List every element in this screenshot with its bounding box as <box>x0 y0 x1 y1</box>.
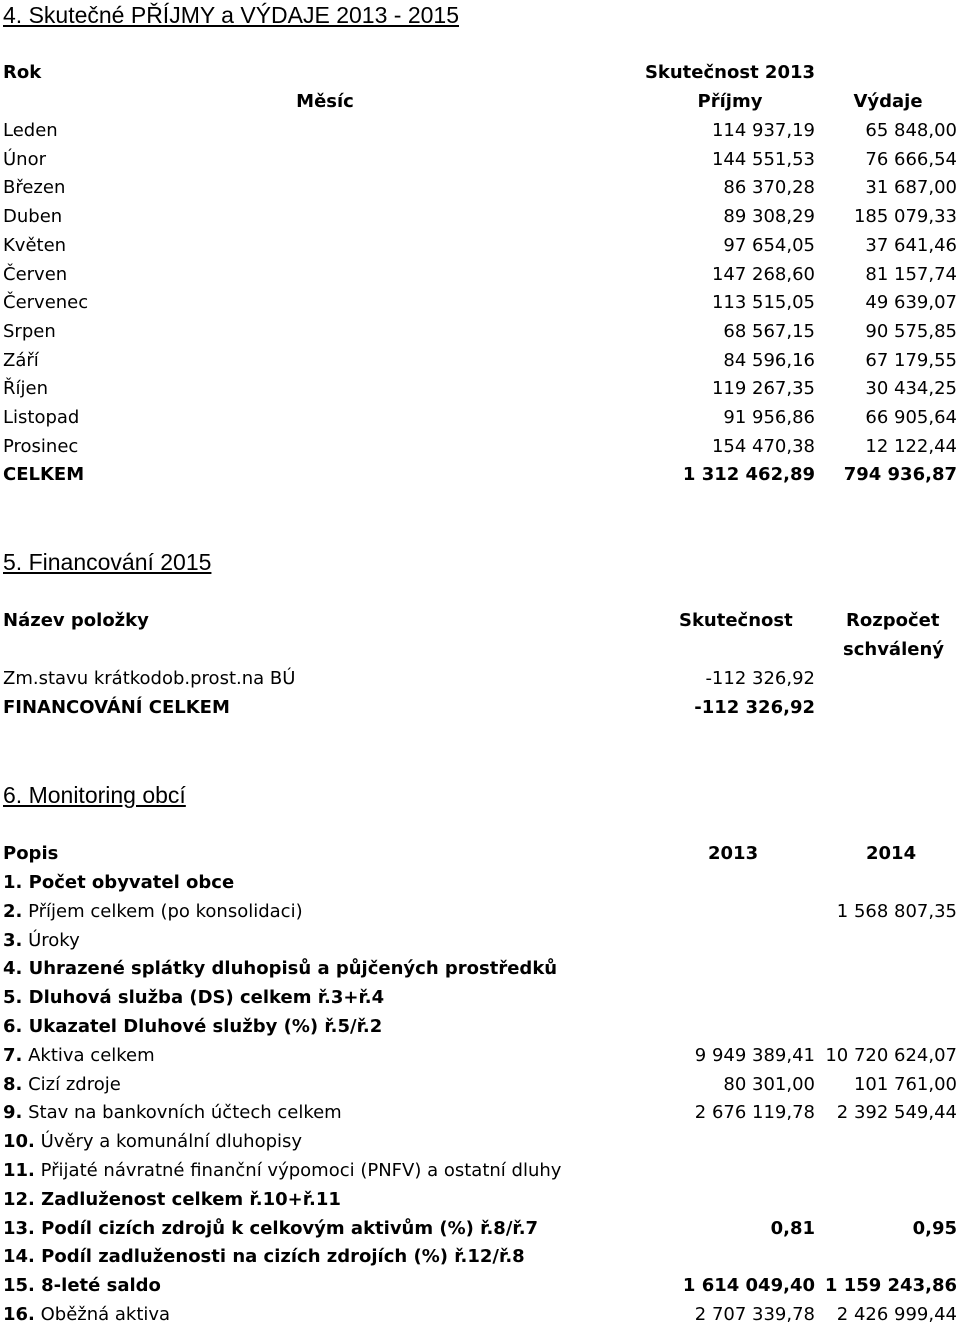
month-name: Listopad <box>3 407 80 428</box>
expense-value: 81 157,74 <box>865 263 957 285</box>
monitoring-label: 15. 8-leté saldo <box>3 1275 161 1297</box>
income-value: 144 551,53 <box>711 148 815 170</box>
income-value: 119 267,35 <box>711 378 815 400</box>
monitoring-row <box>0 984 960 1012</box>
month-row <box>0 146 960 174</box>
month-row <box>0 203 960 231</box>
monitoring-label <box>3 898 303 926</box>
monitoring-header <box>0 840 960 868</box>
income-value: 154 470,38 <box>711 435 815 457</box>
month-row <box>0 261 960 289</box>
monitoring-label: 12. Zadluženost celkem ř.10+ř.11 <box>3 1188 341 1210</box>
monitoring-label: 14. Podíl zadluženosti na cizích zdrojích (%) ř.12/ř.8 <box>3 1246 525 1268</box>
month-name: Březen <box>3 177 66 199</box>
monitoring-row <box>0 1186 960 1214</box>
monitoring-label <box>3 927 80 955</box>
monitoring-label: 4. Uhrazené splátky dluhopisů a půjčených prostředků <box>3 958 558 980</box>
monitoring-label-text: Cizí zdroje <box>22 1073 121 1095</box>
income-value: 86 370,28 <box>723 177 815 199</box>
expense-value: 31 687,00 <box>865 177 957 199</box>
year-2013-header: 2013 <box>708 843 759 864</box>
month-name: Květen <box>3 234 67 256</box>
month-name: Leden <box>3 120 58 141</box>
monitoring-label-number: 7. <box>3 1044 23 1066</box>
month-row <box>0 433 960 461</box>
month-name: Říjen <box>3 378 48 400</box>
value-2013: 2 676 119,78 <box>694 1102 815 1124</box>
month-name: Červen <box>3 263 68 285</box>
value-2014: 2 426 999,44 <box>836 1304 957 1325</box>
financing-row <box>0 665 960 693</box>
monitoring-label <box>3 1301 170 1329</box>
income-value: 147 268,60 <box>711 263 815 285</box>
item-name-header: Název položky <box>3 610 149 631</box>
total-label: CELKEM <box>3 464 85 485</box>
monitoring-label-text: Aktiva celkem <box>22 1044 155 1066</box>
total-row <box>0 461 960 489</box>
expense-value: 49 639,07 <box>865 292 957 314</box>
monitoring-row <box>0 1042 960 1070</box>
monitoring-row <box>0 1099 960 1127</box>
month-row <box>0 232 960 260</box>
monitoring-label-number: 3. <box>3 929 23 951</box>
monitoring-label-number: 9. <box>3 1102 23 1124</box>
year-2014-header: 2014 <box>866 843 917 864</box>
value-2014: 2 392 549,44 <box>836 1102 957 1124</box>
monitoring-label <box>3 1099 342 1127</box>
expense-value: 76 666,54 <box>865 148 957 170</box>
income-value: 84 596,16 <box>723 349 815 371</box>
month-name: Únor <box>3 148 46 170</box>
value-2014: 1 568 807,35 <box>836 900 957 922</box>
expense-value: 12 122,44 <box>865 435 957 457</box>
monitoring-label: 1. Počet obyvatel obce <box>3 872 235 893</box>
expense-value: 66 905,64 <box>865 407 957 428</box>
month-row <box>0 318 960 346</box>
month-row <box>0 404 960 432</box>
month-name: Září <box>3 349 39 371</box>
income-header: Příjmy <box>697 91 763 112</box>
monitoring-label: 6. Ukazatel Dluhové služby (%) ř.5/ř.2 <box>3 1016 383 1037</box>
section-6-title: 6. Monitoring obcí <box>3 782 186 808</box>
actual-header: Skutečnost <box>679 610 793 631</box>
monitoring-row <box>0 1128 960 1156</box>
month-name: Prosinec <box>3 435 79 457</box>
monitoring-row <box>0 898 960 926</box>
month-row <box>0 347 960 375</box>
monitoring-label-number: 10. <box>3 1131 35 1153</box>
financing-header <box>0 607 960 635</box>
financing-item-name: Zm.stavu krátkodob.prost.na BÚ <box>3 668 296 689</box>
month-name: Duben <box>3 206 63 228</box>
value-2013: 9 949 389,41 <box>694 1044 815 1066</box>
year-label: Rok <box>3 62 42 83</box>
value-2014: 0,95 <box>912 1217 957 1239</box>
monitoring-label-number: 11. <box>3 1160 35 1181</box>
value-2013: 2 707 339,78 <box>694 1304 815 1325</box>
value-2014: 10 720 624,07 <box>825 1044 957 1066</box>
month-row <box>0 174 960 202</box>
monitoring-label-number: 16. <box>3 1304 35 1325</box>
income-value: 68 567,15 <box>723 320 815 342</box>
month-row <box>0 375 960 403</box>
monitoring-row <box>0 1301 960 1329</box>
expense-value: 30 434,25 <box>865 378 957 400</box>
monitoring-label-text: Oběžná aktiva <box>34 1304 171 1325</box>
monitoring-label-text: Úvěry a komunální dluhopisy <box>34 1131 303 1153</box>
monitoring-row <box>0 1272 960 1300</box>
description-header: Popis <box>3 843 59 864</box>
expense-header: Výdaje <box>853 91 923 112</box>
expense-value: 65 848,00 <box>865 120 957 141</box>
monitoring-label <box>3 1128 302 1156</box>
month-name: Červenec <box>3 292 89 314</box>
monitoring-label: 13. Podíl cizích zdrojů k celkovým aktivům (%) ř.8/ř.7 <box>3 1217 539 1239</box>
monitoring-label-text: Přijaté návratné finanční výpomoci (PNFV) a ostatní dluhy <box>34 1160 562 1181</box>
monitoring-row <box>0 1071 960 1099</box>
expense-value: 185 079,33 <box>853 206 957 228</box>
monitoring-row <box>0 1215 960 1243</box>
month-header: Měsíc <box>296 91 354 112</box>
financing-item-actual: -112 326,92 <box>705 668 815 689</box>
financing-total-label: FINANCOVÁNÍ CELKEM <box>3 697 230 718</box>
monitoring-label-text: Příjem celkem (po konsolidaci) <box>22 900 303 922</box>
monitoring-label: 5. Dluhová služba (DS) celkem ř.3+ř.4 <box>3 987 385 1009</box>
value-2014: 101 761,00 <box>853 1073 957 1095</box>
expense-value: 67 179,55 <box>865 349 957 371</box>
expense-value: 37 641,46 <box>865 234 957 256</box>
monitoring-row <box>0 927 960 955</box>
monitoring-label <box>3 1157 561 1185</box>
income-value: 113 515,05 <box>711 292 815 314</box>
total-expense: 794 936,87 <box>843 464 957 485</box>
month-row <box>0 117 960 145</box>
financing-total-actual: -112 326,92 <box>694 697 815 718</box>
monitoring-label-text: Úroky <box>22 929 80 951</box>
header-row-year <box>0 59 960 87</box>
header-row-columns <box>0 88 960 116</box>
income-value: 91 956,86 <box>723 407 815 428</box>
total-income: 1 312 462,89 <box>682 464 815 485</box>
monitoring-row <box>0 1157 960 1185</box>
income-value: 97 654,05 <box>723 234 815 256</box>
monitoring-label <box>3 1071 121 1099</box>
expense-value: 90 575,85 <box>865 320 957 342</box>
value-2013: 1 614 049,40 <box>682 1275 815 1297</box>
value-2013: 80 301,00 <box>723 1073 815 1095</box>
monitoring-row <box>0 1013 960 1041</box>
monitoring-row <box>0 955 960 983</box>
monitoring-label-number: 2. <box>3 900 23 922</box>
value-2014: 1 159 243,86 <box>824 1275 957 1297</box>
monitoring-label <box>3 1042 155 1070</box>
group-label: Skutečnost 2013 <box>644 62 816 83</box>
income-value: 89 308,29 <box>723 206 815 228</box>
budget-header-line2: schválený <box>843 639 945 660</box>
budget-header: Rozpočet <box>846 610 940 631</box>
section-4-title: 4. Skutečné PŘÍJMY a VÝDAJE 2013 - 2015 <box>3 2 459 28</box>
month-name: Srpen <box>3 320 56 342</box>
monitoring-label-text: Stav na bankovních účtech celkem <box>22 1102 342 1124</box>
month-row <box>0 289 960 317</box>
section-5-title: 5. Financování 2015 <box>3 549 212 575</box>
financing-header-line2 <box>0 636 960 664</box>
value-2013: 0,81 <box>770 1217 815 1239</box>
income-value: 114 937,19 <box>711 120 815 141</box>
monitoring-label-number: 8. <box>3 1073 23 1095</box>
monitoring-row <box>0 1243 960 1271</box>
monitoring-row <box>0 869 960 897</box>
financing-total-row <box>0 694 960 722</box>
